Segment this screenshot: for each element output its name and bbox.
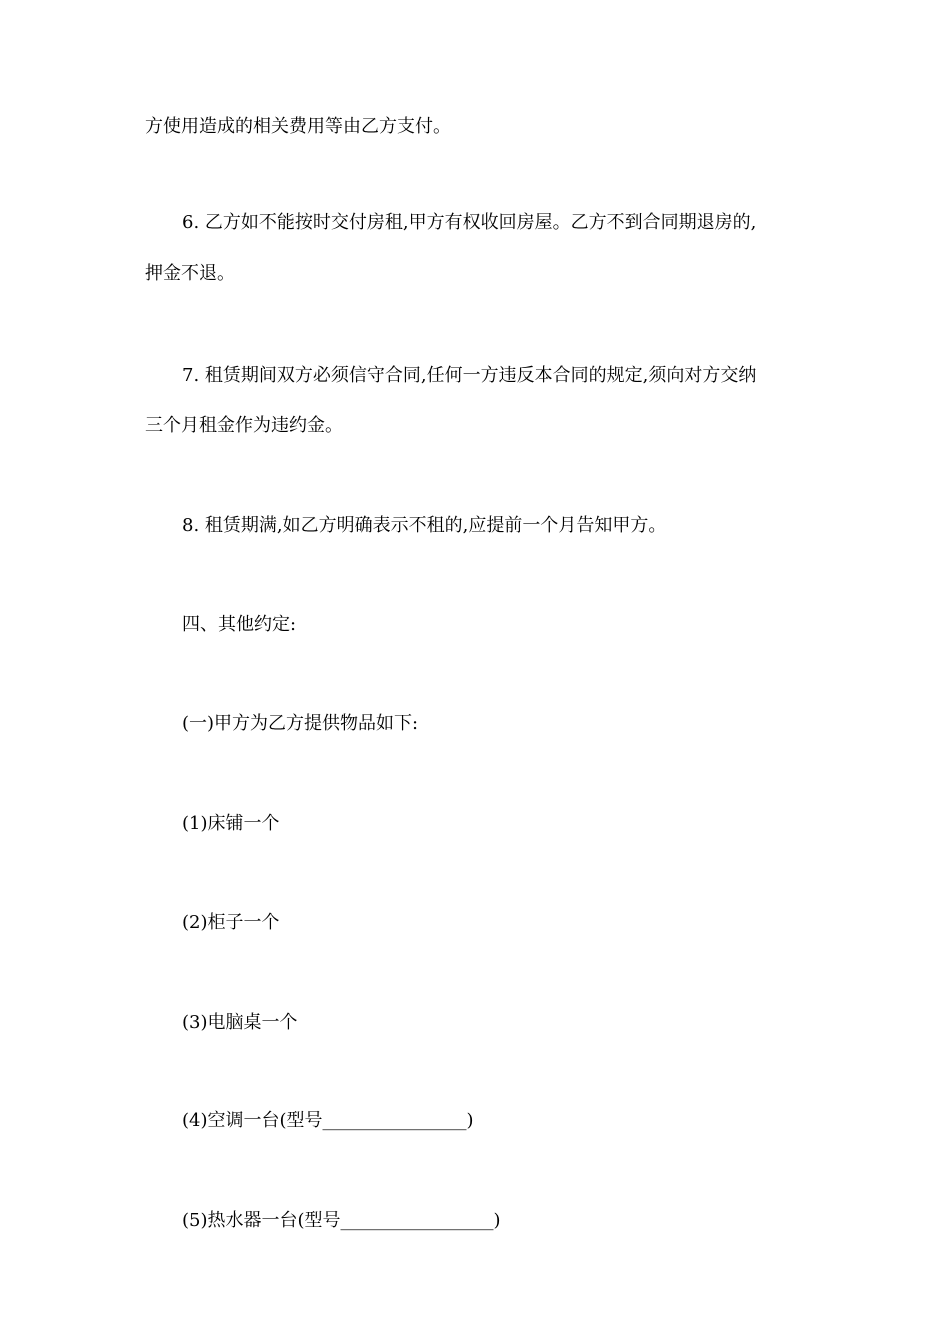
- item-1: (1)床铺一个: [182, 813, 280, 834]
- paragraph-5-continuation: 方使用造成的相关费用等由乙方支付。: [145, 116, 451, 137]
- clause-8: 8. 租赁期满,如乙方明确表示不租的,应提前一个月告知甲方。: [182, 515, 667, 536]
- item-5: (5)热水器一台(型号_________________): [182, 1210, 501, 1231]
- subsection-1-heading: (一)甲方为乙方提供物品如下:: [182, 713, 419, 734]
- section-4-heading: 四、其他约定:: [182, 614, 297, 635]
- item-4: (4)空调一台(型号________________): [182, 1110, 474, 1131]
- item-3: (3)电脑桌一个: [182, 1012, 298, 1033]
- clause-6-line-1: 6. 乙方如不能按时交付房租,甲方有权收回房屋。乙方不到合同期退房的,: [182, 212, 757, 233]
- clause-6-line-2: 押金不退。: [145, 263, 235, 284]
- clause-7-line-2: 三个月租金作为违约金。: [145, 415, 343, 436]
- item-2: (2)柜子一个: [182, 912, 280, 933]
- clause-7-line-1: 7. 租赁期间双方必须信守合同,任何一方违反本合同的规定,须向对方交纳: [182, 365, 757, 386]
